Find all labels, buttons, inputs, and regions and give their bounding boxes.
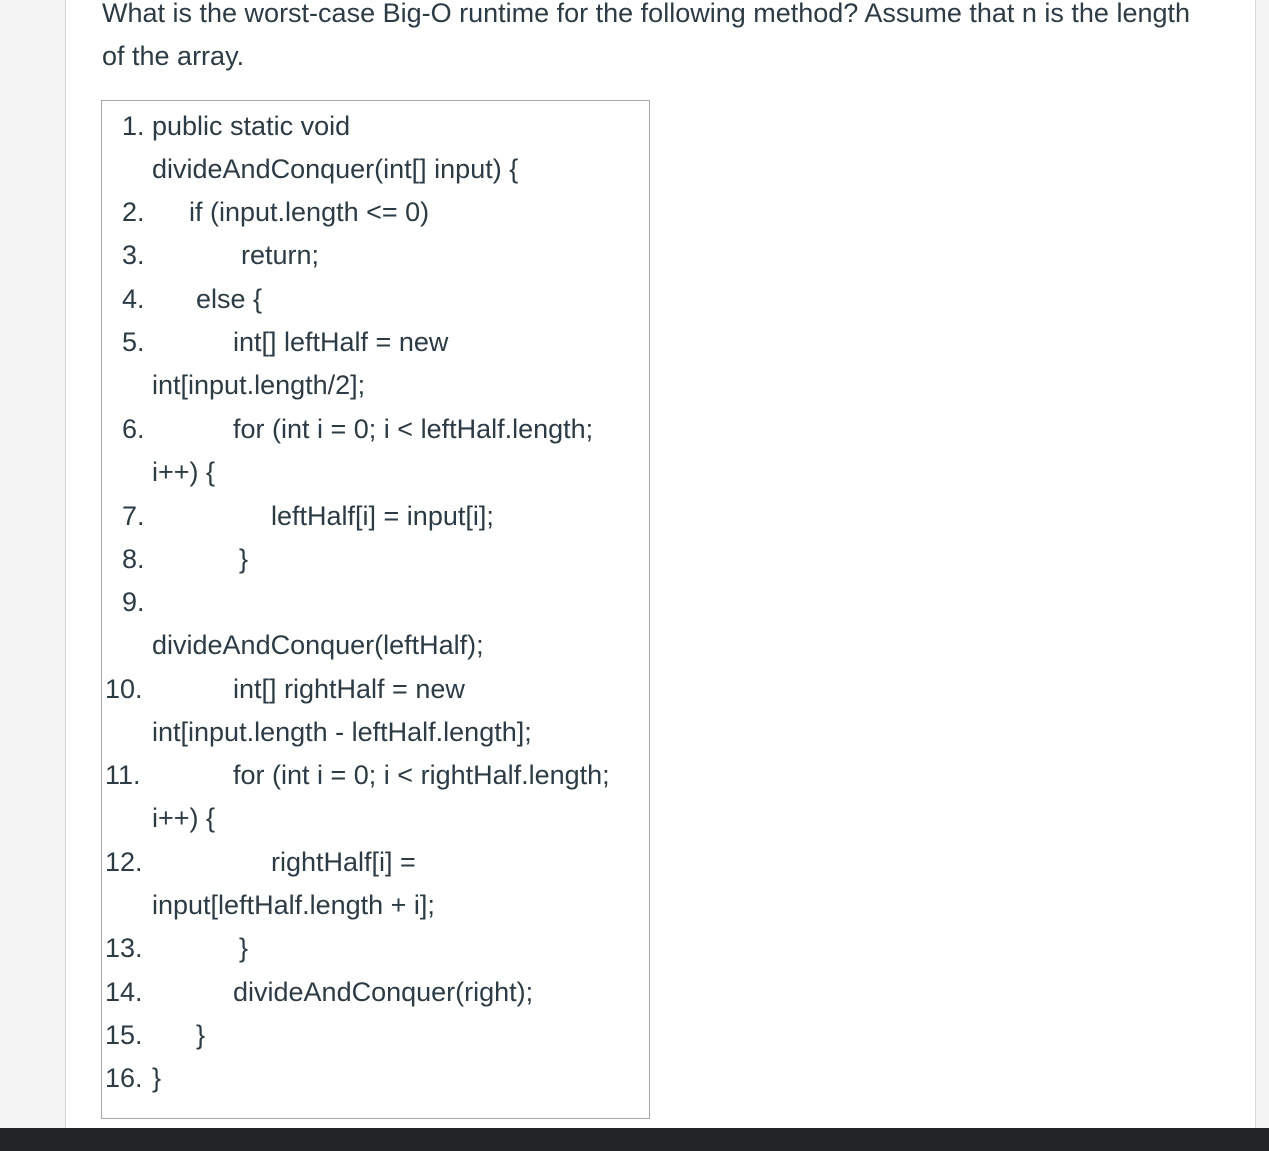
code-line: if (input.length <= 0) — [189, 197, 430, 227]
bottom-bar — [0, 1128, 1269, 1151]
code-line: } — [239, 544, 249, 574]
code-line: divideAndConquer(leftHalf); — [152, 630, 484, 660]
code-line: int[input.length - leftHalf.length]; — [152, 717, 532, 747]
code-line: int[] leftHalf = new — [233, 327, 449, 357]
code-line: divideAndConquer(right); — [233, 977, 534, 1007]
code-line: } — [152, 1063, 162, 1093]
line-number: 14. — [105, 977, 143, 1007]
line-number: 11. — [105, 760, 141, 790]
code-line: public static void — [152, 111, 351, 141]
code-line: rightHalf[i] = — [271, 847, 416, 877]
line-number: 5. — [122, 327, 145, 357]
code-line: leftHalf[i] = input[i]; — [271, 501, 494, 531]
line-number: 13. — [105, 933, 143, 963]
code-line: int[] rightHalf = new — [233, 674, 465, 704]
line-number: 6. — [122, 414, 145, 444]
line-number: 9. — [122, 587, 145, 617]
line-number: 15. — [105, 1020, 143, 1050]
line-number: 2. — [122, 197, 145, 227]
code-line: i++) { — [152, 457, 216, 487]
line-number: 4. — [122, 284, 145, 314]
code-line: int[input.length/2]; — [152, 370, 366, 400]
code-line: for (int i = 0; i < leftHalf.length; — [233, 414, 594, 444]
line-number: 16. — [105, 1063, 143, 1093]
line-number: 1. — [122, 111, 145, 141]
code-line: for (int i = 0; i < rightHalf.length; — [233, 760, 610, 790]
line-number: 7. — [122, 501, 145, 531]
code-line: else { — [196, 284, 263, 314]
code-line: } — [196, 1020, 206, 1050]
line-number: 10. — [105, 674, 143, 704]
code-line: } — [239, 933, 249, 963]
code-line: divideAndConquer(int[] input) { — [152, 154, 519, 184]
line-number: 3. — [122, 240, 145, 270]
line-number: 8. — [122, 544, 145, 574]
line-number: 12. — [105, 847, 143, 877]
code-line: i++) { — [152, 803, 216, 833]
code-listing — [101, 100, 650, 1119]
code-line: input[leftHalf.length + i]; — [152, 890, 435, 920]
question-text: What is the worst-case Big-O runtime for the following method? Assume that n is the length of the array. — [102, 0, 1191, 71]
code-line: return; — [241, 240, 320, 270]
